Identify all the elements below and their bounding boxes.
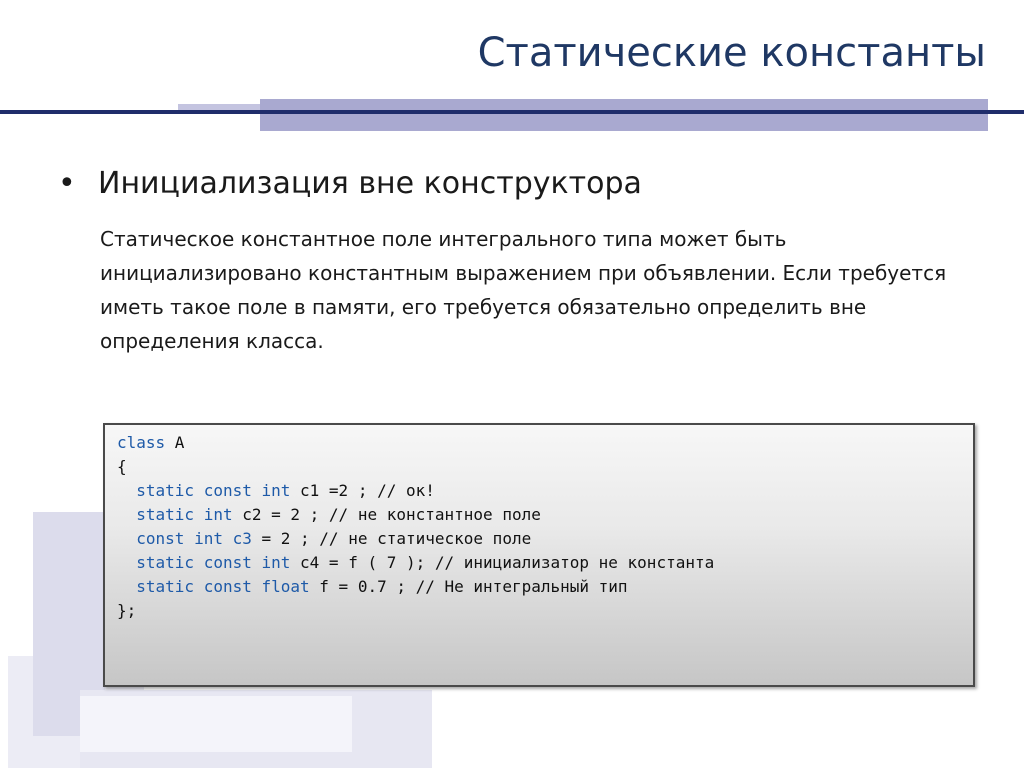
code-keyword: static const int bbox=[136, 481, 291, 500]
code-keyword: static const float bbox=[136, 577, 310, 596]
code-keyword: const int c3 bbox=[136, 529, 252, 548]
title-rule-band bbox=[260, 99, 988, 131]
code-line bbox=[117, 505, 541, 524]
bullet-heading bbox=[58, 166, 642, 201]
bullet-icon: • bbox=[58, 166, 76, 201]
code-text: }; bbox=[117, 601, 137, 620]
code-keyword: static const int bbox=[136, 553, 291, 572]
code-text: { bbox=[117, 457, 127, 476]
body-paragraph: Статическое константное поле интегрального типа может быть инициализировано константным выражением при объявлении. Если требуется иметь такое поле в памяти, его требуется обязательно определить вне определения класса. bbox=[100, 227, 947, 353]
code-text: = 2 ; // не статическое поле bbox=[251, 529, 532, 548]
code-keyword: class bbox=[117, 433, 166, 452]
code-line bbox=[117, 457, 127, 476]
code-text: f = 0.7 ; // Не интегральный тип bbox=[309, 577, 628, 596]
code-line bbox=[117, 577, 628, 596]
bullet-text: Инициализация вне конструктора bbox=[98, 166, 642, 201]
code-block bbox=[103, 423, 975, 687]
code-line bbox=[117, 433, 184, 452]
code-text: c1 =2 ; // ок! bbox=[290, 481, 435, 500]
slide-title: Статические константы bbox=[477, 30, 986, 76]
title-rule-line bbox=[0, 110, 1024, 114]
decor-block bbox=[80, 696, 352, 752]
code-line bbox=[117, 553, 714, 572]
code-text: c4 = f ( 7 ); // инициализатор не константа bbox=[290, 553, 715, 572]
code-listing bbox=[117, 431, 714, 623]
code-keyword: static int bbox=[136, 505, 233, 524]
code-line bbox=[117, 529, 531, 548]
code-text: A bbox=[165, 433, 185, 452]
code-line bbox=[117, 481, 435, 500]
code-text: c2 = 2 ; // не константное поле bbox=[232, 505, 541, 524]
code-line bbox=[117, 601, 136, 620]
